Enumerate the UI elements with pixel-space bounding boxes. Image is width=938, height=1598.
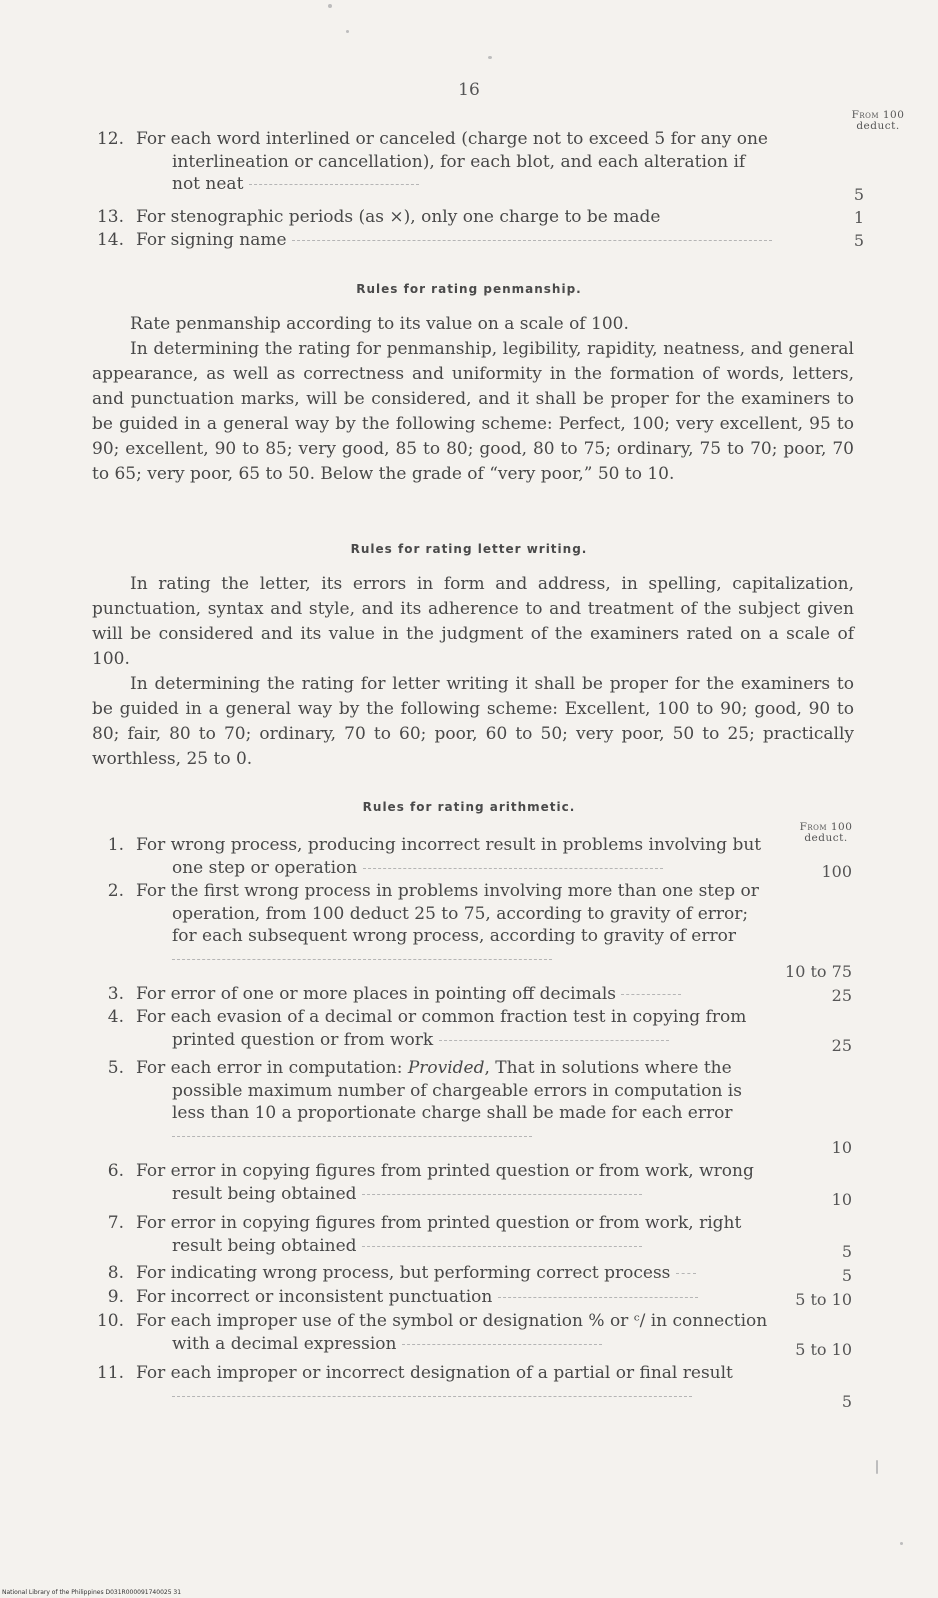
- item-number: 10.: [96, 1311, 124, 1331]
- deduct-value: 10: [831, 1190, 852, 1209]
- deduct-value: 25: [831, 1036, 852, 1055]
- item-number: 13.: [96, 207, 124, 227]
- list-item: [92, 983, 772, 1006]
- item-number: 3.: [107, 984, 124, 1004]
- item-text: For each word interlined or canceled (charge not to exceed 5 for any one interlineation or cancellation), for each blot, and each alteration if not neat: [136, 129, 768, 194]
- column-head-arithmetic: [776, 822, 876, 844]
- deduct-value: 5 to 10: [795, 1340, 852, 1359]
- deduct-value: 5: [841, 1392, 852, 1411]
- section-heading-letter-writing: Rules for rating letter writing.: [350, 542, 588, 556]
- list-item: [92, 1262, 772, 1285]
- list-item: [92, 1310, 772, 1355]
- item-text: , That in solutions where the possible maximum number of chargeable errors in computation is less than 10 a proportionate charge shall be made for each error: [172, 1058, 742, 1123]
- column-head-line1: From 100: [851, 109, 905, 121]
- column-head-line2: deduct.: [856, 120, 900, 132]
- list-item: [92, 1212, 772, 1257]
- deduct-value: 5: [853, 231, 864, 250]
- section-heading-penmanship: Rules for rating penmanship.: [356, 282, 582, 296]
- item-number: 9.: [107, 1287, 124, 1307]
- item-text: For error in copying figures from printed question or from work, right result being obtained: [136, 1213, 742, 1256]
- item-text: For indicating wrong process, but performing correct process: [136, 1263, 671, 1283]
- list-item: [92, 1362, 772, 1407]
- item-number: 5.: [107, 1058, 124, 1078]
- item-text: For each error in computation:: [136, 1058, 408, 1078]
- item-text: For error of one or more places in pointing off decimals: [136, 984, 616, 1004]
- column-head-top: [828, 110, 928, 132]
- deduct-value: 10: [831, 1138, 852, 1157]
- item-text: For each improper or incorrect designation of a partial or final result: [136, 1363, 733, 1383]
- list-item: [92, 1057, 772, 1147]
- list-item: [92, 1160, 772, 1205]
- deduct-value: 100: [821, 862, 852, 881]
- item-number: 7.: [107, 1213, 124, 1233]
- deduct-value: 5: [841, 1242, 852, 1261]
- item-number: 11.: [96, 1363, 124, 1383]
- item-number: 6.: [107, 1161, 124, 1181]
- item-number: 14.: [96, 230, 124, 250]
- list-item: [92, 1286, 772, 1309]
- list-item: [92, 880, 772, 970]
- item-number: 8.: [107, 1263, 124, 1283]
- item-text: For each improper use of the symbol or designation % or ᶜ/ in connection with a decimal expression: [136, 1311, 768, 1354]
- list-item: [92, 834, 772, 879]
- item-text: For error in copying figures from printed question or from work, wrong result being obtained: [136, 1161, 754, 1204]
- column-head-line2: deduct.: [804, 832, 848, 844]
- deduct-value: 25: [831, 986, 852, 1005]
- deduct-value: 5 to 10: [795, 1290, 852, 1309]
- paragraph: In determining the rating for penmanship, legibility, rapidity, neatness, and general appearance, as well as correctness and uniformity in the formation of words, letters, and punctuation marks, will be considered, and it shall be proper for the examiners to be guided in a general way by the following scheme: Perfect, 100; very excellent, 95 to 90; excellent, 90 to 85; very good, 85 to 80; good, 80 to 75; ordinary, 75 to 70; poor, 70 to 65; very poor, 65 to 50. Below the grade of “very poor,” 50 to 10.: [92, 339, 854, 484]
- item-text: For each evasion of a decimal or common fraction test in copying from printed question or from work: [136, 1007, 747, 1050]
- section-heading-arithmetic: Rules for rating arithmetic.: [362, 800, 576, 814]
- list-item: [92, 206, 772, 229]
- item-text-italic: Provided: [407, 1058, 485, 1078]
- list-item: [92, 128, 772, 196]
- column-head-line1: From 100: [799, 821, 853, 833]
- list-item: [92, 1006, 772, 1051]
- item-number: 4.: [107, 1007, 124, 1027]
- list-item: [92, 229, 772, 252]
- item-number: 2.: [107, 881, 124, 901]
- paragraph: In rating the letter, its errors in form and address, in spelling, capitalization, punctuation, syntax and style, and its adherence to and treatment of the subject given will be considered and its value in the judgment of the examiners rated on a scale of 100.: [92, 574, 854, 669]
- deduct-value: 5: [853, 185, 864, 204]
- item-text: For signing name: [136, 230, 287, 250]
- deduct-value: 1: [853, 208, 864, 227]
- item-text: For stenographic periods (as ×), only one charge to be made: [136, 207, 661, 227]
- item-text: For the first wrong process in problems involving more than one step or operation, from 100 deduct 25 to 75, according to gravity of error; for each subsequent wrong process, according to gravity of error: [136, 881, 759, 946]
- deduct-value: 5: [841, 1266, 852, 1285]
- paragraph: In determining the rating for letter writing it shall be proper for the examiners to be guided in a general way by the following scheme: Excellent, 100 to 90; good, 90 to 80; fair, 80 to 70; ordinary, 70 to 60; poor, 60 to 50; very poor, 50 to 25; practically worthless, 25 to 0.: [92, 674, 854, 769]
- item-number: 12.: [96, 129, 124, 149]
- item-text: For wrong process, producing incorrect result in problems involving but one step or operation: [136, 835, 762, 878]
- scan-footer: National Library of the Philippines D031R000091740025 31: [2, 1589, 182, 1596]
- paragraph: Rate penmanship according to its value on a scale of 100.: [130, 314, 629, 334]
- item-text: For incorrect or inconsistent punctuation: [136, 1287, 493, 1307]
- item-number: 1.: [107, 835, 124, 855]
- deduct-value: 10 to 75: [785, 962, 852, 981]
- page-number: 16: [458, 80, 480, 100]
